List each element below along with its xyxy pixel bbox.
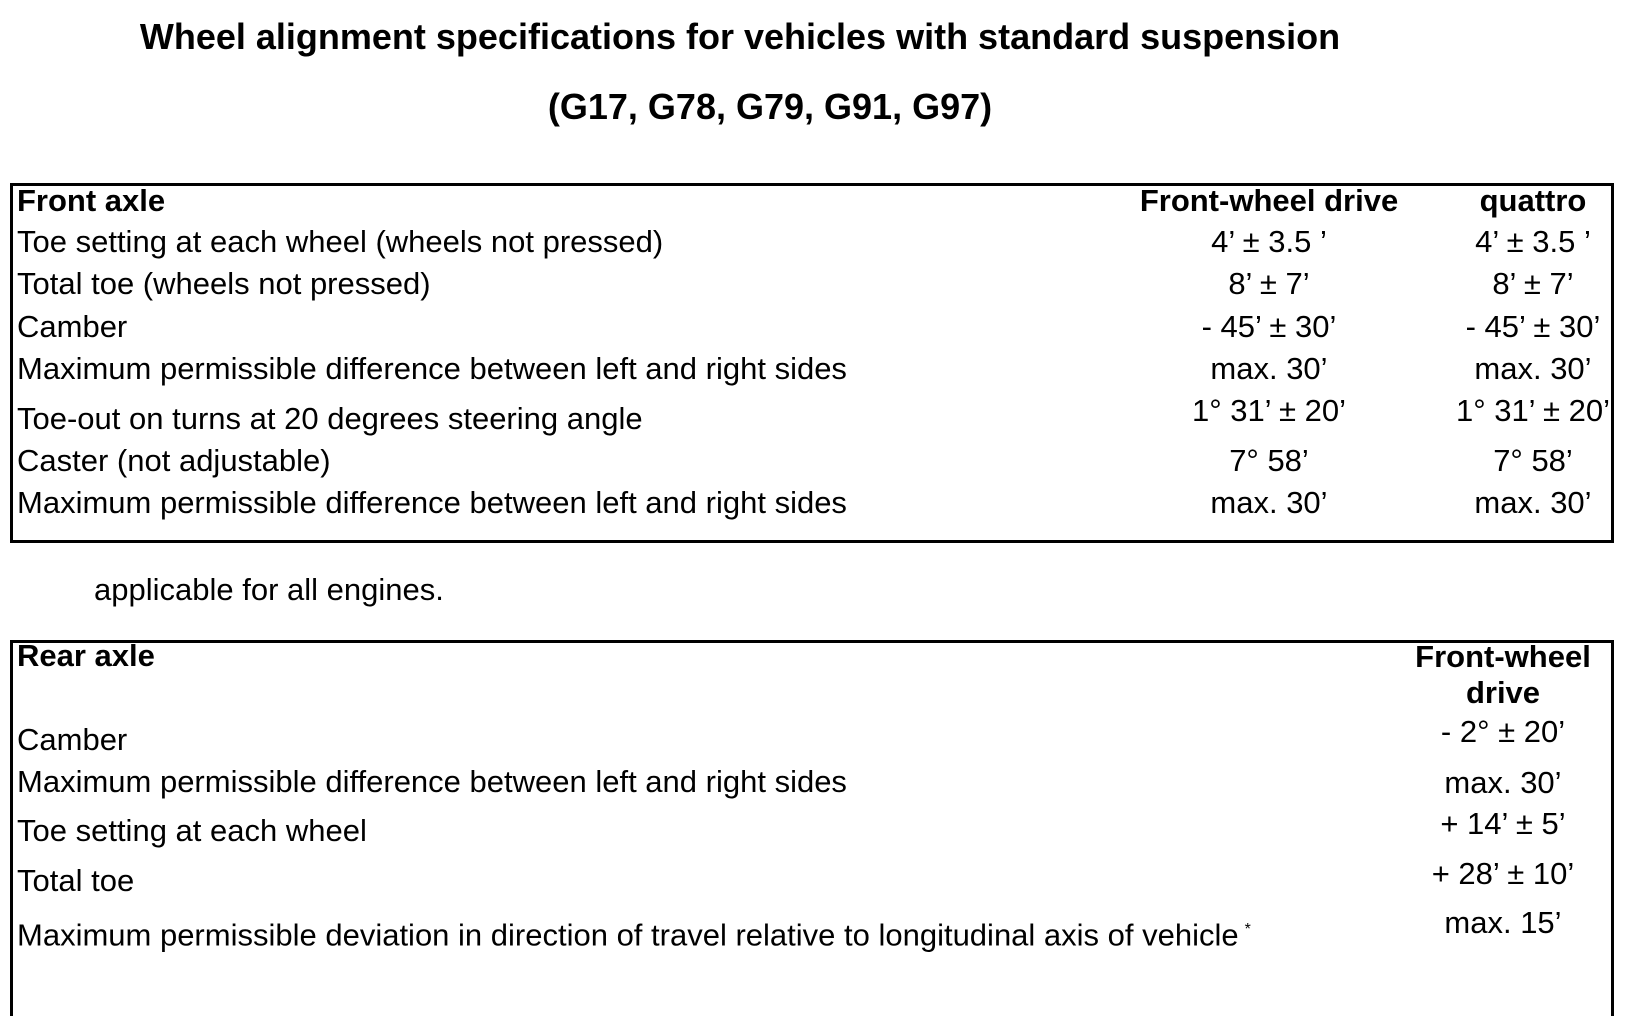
rear-row-value: max. 15’ <box>1444 905 1562 940</box>
front-row-label: Maximum permissible difference between left and right sides <box>17 351 847 386</box>
rear-row-label-text: Maximum permissible deviation in direction of travel relative to longitudinal axis of vehicle <box>17 917 1239 953</box>
quattro-column-header: quattro <box>1479 183 1587 218</box>
front-row-fwd-value: max. 30’ <box>1210 485 1328 520</box>
rear-row-value: max. 30’ <box>1444 765 1562 800</box>
rear-row-value: - 2° ± 20’ <box>1440 714 1566 749</box>
rear-row-label <box>17 912 1251 953</box>
front-row-quattro-value: 8’ ± 7’ <box>1492 266 1574 301</box>
front-row-label: Caster (not adjustable) <box>17 443 331 478</box>
footnote-marker: * <box>1244 921 1251 938</box>
front-row-label: Total toe (wheels not pressed) <box>17 266 431 301</box>
front-row-fwd-value: - 45’ ± 30’ <box>1201 309 1337 344</box>
rear-axle-table <box>10 640 1614 1016</box>
front-row-fwd-value: 8’ ± 7’ <box>1228 266 1310 301</box>
document-title: Wheel alignment specifications for vehicles with standard suspension <box>139 16 1341 57</box>
rear-row-value: + 14’ ± 5’ <box>1440 806 1566 841</box>
front-row-label: Maximum permissible difference between left and right sides <box>17 485 847 520</box>
front-row-label: Camber <box>17 309 128 344</box>
front-row-fwd-value: max. 30’ <box>1210 351 1328 386</box>
front-row-label: Toe-out on turns at 20 degrees steering angle <box>17 401 643 436</box>
front-row-fwd-value: 1° 31’ ± 20’ <box>1191 393 1347 428</box>
rear-row-label: Total toe <box>17 863 135 898</box>
front-row-quattro-value: - 45’ ± 30’ <box>1465 309 1601 344</box>
front-row-fwd-value: 7° 58’ <box>1229 443 1309 478</box>
front-row-fwd-value: 4’ ± 3.5 ’ <box>1211 224 1327 259</box>
rear-row-label: Maximum permissible difference between left and right sides <box>17 764 847 799</box>
front-axle-header: Front axle <box>17 183 166 218</box>
front-row-label: Toe setting at each wheel (wheels not pressed) <box>17 224 664 259</box>
rear-row-value: + 28’ ± 10’ <box>1431 856 1575 891</box>
front-row-quattro-value: 1° 31’ ± 20’ <box>1455 393 1611 428</box>
front-row-quattro-value: max. 30’ <box>1474 351 1592 386</box>
front-wheel-drive-column-header: Front-wheel drive <box>1139 183 1399 218</box>
vehicle-codes-subtitle: (G17, G78, G79, G91, G97) <box>547 86 993 127</box>
rear-fwd-column-header-line2: drive <box>1465 675 1541 710</box>
front-row-quattro-value: 4’ ± 3.5 ’ <box>1475 224 1591 259</box>
rear-row-label: Camber <box>17 722 128 757</box>
rear-row-label: Toe setting at each wheel <box>17 813 367 848</box>
front-axle-table <box>10 183 1614 543</box>
front-row-quattro-value: 7° 58’ <box>1493 443 1573 478</box>
front-row-quattro-value: max. 30’ <box>1474 485 1592 520</box>
applicability-note: applicable for all engines. <box>94 572 444 607</box>
rear-axle-header: Rear axle <box>17 638 155 673</box>
rear-fwd-column-header-line1: Front-wheel <box>1415 639 1591 674</box>
